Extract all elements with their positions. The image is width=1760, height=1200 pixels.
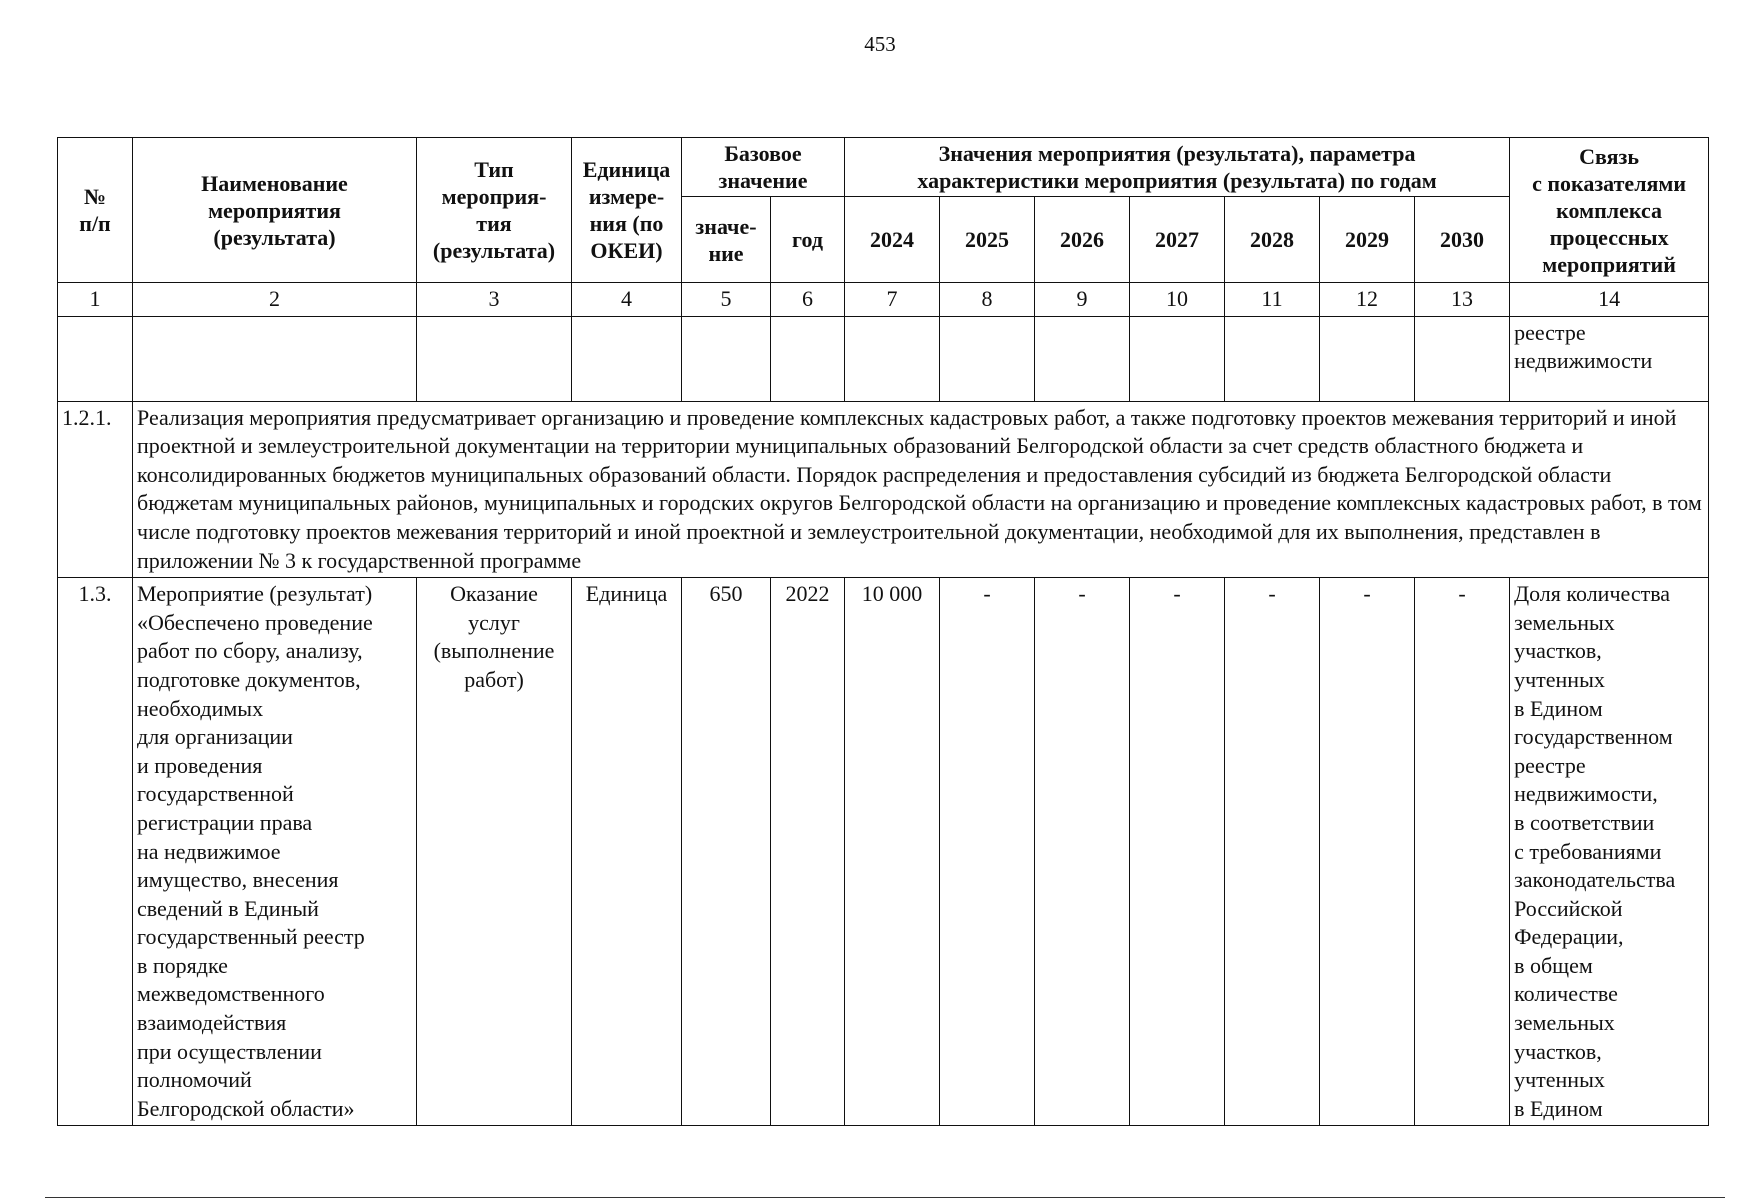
- column-number: 9: [1035, 283, 1130, 317]
- empty-cell: [845, 316, 940, 401]
- header-number: № п/п: [58, 138, 133, 283]
- header-base-year: год: [771, 197, 845, 283]
- column-number: 1: [58, 283, 133, 317]
- value-2024: 10 000: [845, 578, 940, 1126]
- column-number: 12: [1320, 283, 1415, 317]
- value-2025: -: [940, 578, 1035, 1126]
- empty-cell: [1415, 316, 1510, 401]
- column-number: 14: [1510, 283, 1709, 317]
- header-year-2024: 2024: [845, 197, 940, 283]
- header-activity-name: Наименование мероприятия (результата): [133, 138, 417, 283]
- header-indicator-link: Связь с показателями комплекса процессных мероприятий: [1510, 138, 1709, 283]
- header-year-2028: 2028: [1225, 197, 1320, 283]
- value-2029: -: [1320, 578, 1415, 1126]
- column-number: 3: [417, 283, 572, 317]
- activity-type: Оказание услуг (выполнение работ): [417, 578, 572, 1126]
- value-2027: -: [1130, 578, 1225, 1126]
- header-year-2025: 2025: [940, 197, 1035, 283]
- base-value: 650: [682, 578, 771, 1126]
- empty-cell: [771, 316, 845, 401]
- continuation-row: [58, 316, 1709, 401]
- indicator-link-text: Доля количества земельных участков, учтенных в Едином государственном реестре недвижимости, в соответствии с требованиями законодательства Российской Федерации, в общем количестве земельных участков, учтенных в Едином: [1510, 578, 1709, 1126]
- header-yearly-values-group: Значения мероприятия (результата), параметра характеристики мероприятия (результата) по годам: [845, 138, 1510, 197]
- empty-cell: [1225, 316, 1320, 401]
- column-number: 5: [682, 283, 771, 317]
- empty-cell: [58, 316, 133, 401]
- header-year-2030: 2030: [1415, 197, 1510, 283]
- column-number: 7: [845, 283, 940, 317]
- column-number: 10: [1130, 283, 1225, 317]
- column-number: 8: [940, 283, 1035, 317]
- value-2026: -: [1035, 578, 1130, 1126]
- header-activity-type: Тип мероприя- тия (результата): [417, 138, 572, 283]
- header-base-value-group: Базовое значение: [682, 138, 845, 197]
- row-1-3: [58, 578, 1709, 1126]
- empty-cell: [1130, 316, 1225, 401]
- empty-cell: [940, 316, 1035, 401]
- empty-cell: [133, 316, 417, 401]
- empty-cell: [682, 316, 771, 401]
- activity-unit: Единица: [572, 578, 682, 1126]
- program-activities-table: [57, 137, 1709, 1126]
- value-2030: -: [1415, 578, 1510, 1126]
- empty-cell: [1320, 316, 1415, 401]
- header-year-2026: 2026: [1035, 197, 1130, 283]
- header-year-2029: 2029: [1320, 197, 1415, 283]
- column-number: 2: [133, 283, 417, 317]
- page-bottom-rule: [45, 1197, 1725, 1198]
- implementation-description: Реализация мероприятия предусматривает организацию и проведение комплексных кадастровых работ, а также подготовку проектов межевания территорий и иной проектной и землеустроительной документации на территории муниципальных образований Белгородской области за счет средств областного бюджета и консолидированных бюджетов муниципальных образований области. Порядок распределения и предоставления субсидий из бюджета Белгородской области бюджетам муниципальных районов, муниципальных и городских округов Белгородской области на организацию и проведение комплексных кадастровых работ, в том числе подготовку проектов межевания территорий и иной проектной и землеустроительной документации, необходимой для их выполнения, представлен в приложении № 3 к государственной программе: [133, 401, 1709, 578]
- header-year-2027: 2027: [1130, 197, 1225, 283]
- header-unit: Единица измере- ния (по ОКЕИ): [572, 138, 682, 283]
- empty-cell: [1035, 316, 1130, 401]
- activity-name: Мероприятие (результат) «Обеспечено проведение работ по сбору, анализу, подготовке документов, необходимых для организации и проведения государственной регистрации права на недвижимое имущество, внесения сведений в Единый государственный реестр в порядке межведомственного взаимодействия при осуществлении полномочий Белгородской области»: [133, 578, 417, 1126]
- row-number: 1.3.: [58, 578, 133, 1126]
- column-number: 11: [1225, 283, 1320, 317]
- row-number: 1.2.1.: [58, 401, 133, 578]
- column-number: 13: [1415, 283, 1510, 317]
- empty-cell: [417, 316, 572, 401]
- column-number: 4: [572, 283, 682, 317]
- row-1-2-1: [58, 401, 1709, 578]
- empty-cell: [572, 316, 682, 401]
- continuation-link-text: реестре недвижимости: [1510, 316, 1709, 401]
- column-number-row: [58, 283, 1709, 317]
- value-2028: -: [1225, 578, 1320, 1126]
- header-base-value: значе- ние: [682, 197, 771, 283]
- base-year: 2022: [771, 578, 845, 1126]
- column-number: 6: [771, 283, 845, 317]
- page-number: 453: [864, 32, 896, 56]
